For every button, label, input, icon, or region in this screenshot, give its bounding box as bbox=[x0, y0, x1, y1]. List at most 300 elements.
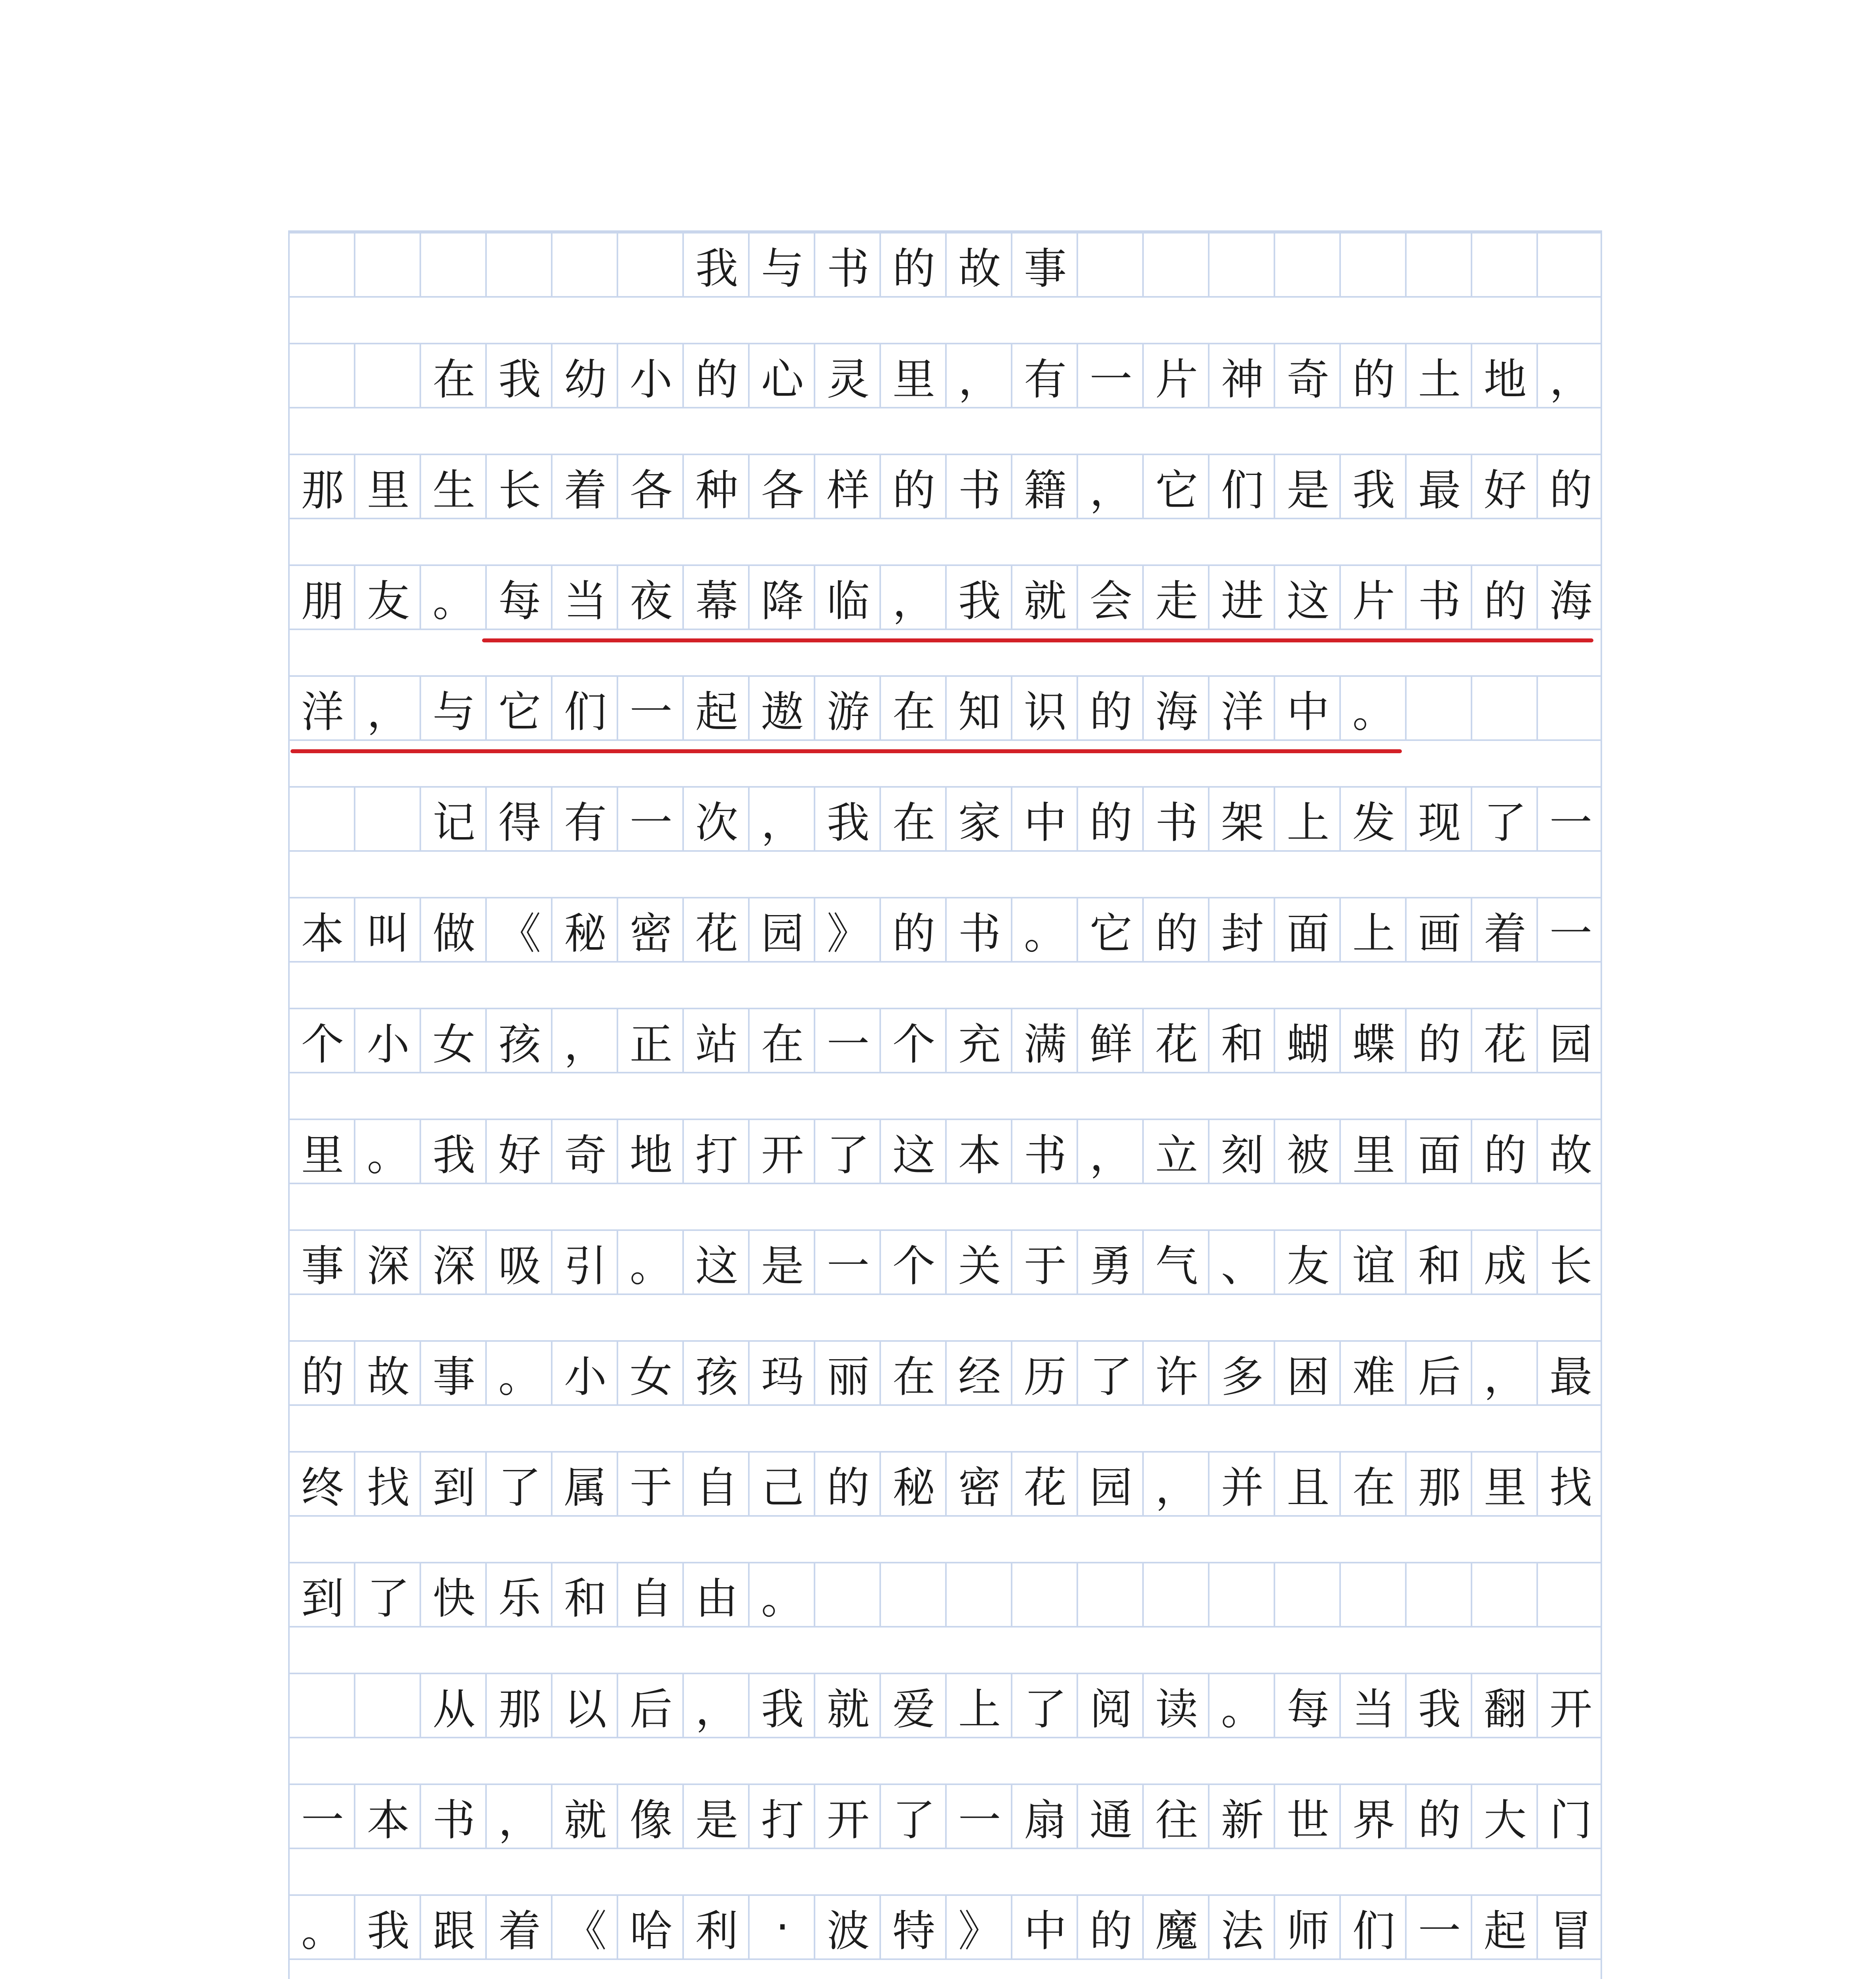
essay-char: 冒 bbox=[1549, 1906, 1592, 1956]
essay-char: 书 bbox=[958, 465, 1001, 515]
essay-char: ， bbox=[1089, 1130, 1132, 1180]
essay-char: 临 bbox=[826, 576, 870, 626]
essay-char: 园 bbox=[761, 909, 804, 959]
essay-char: 一 bbox=[1549, 909, 1592, 959]
essay-char: 朋 bbox=[301, 576, 344, 626]
essay-char: 谊 bbox=[1352, 1241, 1395, 1291]
grid-row bbox=[290, 1340, 1601, 1406]
essay-char: 神 bbox=[1221, 355, 1264, 405]
essay-char: 中 bbox=[1023, 1906, 1067, 1956]
essay-char: 困 bbox=[1286, 1352, 1329, 1402]
essay-char: 自 bbox=[629, 1574, 672, 1624]
essay-char: 个 bbox=[892, 1020, 935, 1069]
essay-char: 它 bbox=[1089, 909, 1132, 959]
essay-char: 这 bbox=[1286, 576, 1329, 626]
essay-char: 书 bbox=[1023, 1130, 1067, 1180]
essay-char: 降 bbox=[761, 576, 804, 626]
essay-char: 吸 bbox=[498, 1241, 541, 1291]
essay-char: 一 bbox=[301, 1795, 344, 1845]
essay-char: 故 bbox=[1549, 1130, 1592, 1180]
essay-char: 属 bbox=[564, 1463, 607, 1513]
essay-char: 的 bbox=[301, 1352, 344, 1402]
essay-char: 由 bbox=[695, 1574, 738, 1624]
essay-char: 幕 bbox=[695, 576, 738, 626]
essay-char: 记 bbox=[432, 798, 475, 848]
essay-char: 一 bbox=[958, 1795, 1001, 1845]
essay-char: 快 bbox=[432, 1574, 475, 1624]
essay-char: 一 bbox=[629, 798, 672, 848]
grid-row bbox=[290, 1008, 1601, 1073]
essay-char: 当 bbox=[1352, 1685, 1395, 1734]
essay-char: 和 bbox=[1418, 1241, 1461, 1291]
essay-char: 《 bbox=[564, 1906, 607, 1956]
essay-char: 样 bbox=[826, 465, 870, 515]
essay-char: 世 bbox=[1286, 1795, 1329, 1845]
essay-char: 充 bbox=[958, 1020, 1001, 1069]
essay-char: 一 bbox=[629, 687, 672, 737]
essay-char: 里 bbox=[1483, 1463, 1527, 1513]
essay-char: ， bbox=[564, 1020, 607, 1069]
essay-char: 在 bbox=[432, 355, 475, 405]
essay-char: 做 bbox=[432, 909, 475, 959]
essay-char: 友 bbox=[1286, 1241, 1329, 1291]
essay-char: 夜 bbox=[629, 576, 672, 626]
essay-char: 小 bbox=[564, 1352, 607, 1402]
grid-row bbox=[290, 564, 1601, 630]
essay-char: 许 bbox=[1155, 1352, 1198, 1402]
essay-char: 气 bbox=[1155, 1241, 1198, 1291]
essay-char: 往 bbox=[1155, 1795, 1198, 1845]
grid-row bbox=[290, 1673, 1601, 1738]
essay-char: 了 bbox=[366, 1574, 410, 1624]
essay-char: 起 bbox=[695, 687, 738, 737]
essay-char: 新 bbox=[1221, 1795, 1264, 1845]
grid-row bbox=[290, 897, 1601, 963]
essay-char: 的 bbox=[1418, 1020, 1461, 1069]
essay-char: 片 bbox=[1352, 576, 1395, 626]
essay-char: 。 bbox=[301, 1906, 344, 1956]
essay-char: 特 bbox=[892, 1906, 935, 1956]
essay-char: 本 bbox=[366, 1795, 410, 1845]
essay-char: 那 bbox=[498, 1685, 541, 1734]
essay-char: 海 bbox=[1155, 687, 1198, 737]
essay-char: 中 bbox=[1286, 687, 1329, 737]
essay-char: ， bbox=[892, 576, 935, 626]
essay-char: 且 bbox=[1286, 1463, 1329, 1513]
essay-char: 事 bbox=[432, 1352, 475, 1402]
essay-char: 面 bbox=[1418, 1130, 1461, 1180]
essay-char: 现 bbox=[1418, 798, 1461, 848]
essay-char: 了 bbox=[1023, 1685, 1067, 1734]
essay-char: 叫 bbox=[366, 909, 410, 959]
essay-char: 游 bbox=[826, 687, 870, 737]
essay-char: 师 bbox=[1286, 1906, 1329, 1956]
essay-char: 长 bbox=[498, 465, 541, 515]
essay-char: 里 bbox=[366, 465, 410, 515]
essay-char: 土 bbox=[1418, 355, 1461, 405]
essay-char: 于 bbox=[629, 1463, 672, 1513]
essay-char: 。 bbox=[1221, 1685, 1264, 1734]
essay-char: 哈 bbox=[629, 1906, 672, 1956]
essay-char: 刻 bbox=[1221, 1130, 1264, 1180]
essay-char: 我 bbox=[366, 1906, 410, 1956]
essay-char: 爱 bbox=[892, 1685, 935, 1734]
essay-char: 我 bbox=[1352, 465, 1395, 515]
essay-char: ， bbox=[761, 798, 804, 848]
essay-char: · bbox=[775, 1902, 790, 1952]
essay-char: 开 bbox=[761, 1130, 804, 1180]
essay-char: 的 bbox=[826, 1463, 870, 1513]
essay-char: 蝴 bbox=[1286, 1020, 1329, 1069]
essay-char: 一 bbox=[826, 1020, 870, 1069]
essay-char: 阅 bbox=[1089, 1685, 1132, 1734]
essay-char: 上 bbox=[1286, 798, 1329, 848]
essay-char: 读 bbox=[1155, 1685, 1198, 1734]
essay-char: 》 bbox=[958, 1906, 1001, 1956]
essay-char: 我 bbox=[958, 576, 1001, 626]
essay-char: 多 bbox=[1221, 1352, 1264, 1402]
title-row bbox=[290, 232, 1601, 298]
essay-char: 、 bbox=[1221, 1241, 1264, 1291]
essay-char: 。 bbox=[366, 1130, 410, 1180]
essay-char: 它 bbox=[498, 687, 541, 737]
essay-char: 园 bbox=[1549, 1020, 1592, 1069]
essay-char: 次 bbox=[695, 798, 738, 848]
grid-row bbox=[290, 1451, 1601, 1517]
writing-grid-paper bbox=[288, 230, 1602, 1979]
essay-char: 扇 bbox=[1023, 1795, 1067, 1845]
essay-char: 面 bbox=[1286, 909, 1329, 959]
essay-char: 了 bbox=[826, 1130, 870, 1180]
essay-char: 在 bbox=[1352, 1463, 1395, 1513]
red-underline-1 bbox=[482, 638, 1593, 642]
essay-char: 的 bbox=[892, 909, 935, 959]
title-char: 我 bbox=[695, 244, 738, 294]
essay-char: 《 bbox=[498, 909, 541, 959]
essay-char: 每 bbox=[1286, 1685, 1329, 1734]
essay-char: 洋 bbox=[301, 687, 344, 737]
essay-char: 后 bbox=[629, 1685, 672, 1734]
essay-char: 的 bbox=[1089, 1906, 1132, 1956]
essay-char: 立 bbox=[1155, 1130, 1198, 1180]
essay-char: 的 bbox=[1483, 1130, 1527, 1180]
essay-char: 们 bbox=[1352, 1906, 1395, 1956]
essay-char: 像 bbox=[629, 1795, 672, 1845]
essay-char: 是 bbox=[761, 1241, 804, 1291]
essay-char: 通 bbox=[1089, 1795, 1132, 1845]
essay-char: ， bbox=[695, 1685, 738, 1734]
essay-char: 一 bbox=[1549, 798, 1592, 848]
essay-char: 难 bbox=[1352, 1352, 1395, 1402]
essay-char: 终 bbox=[301, 1463, 344, 1513]
essay-char: 的 bbox=[1155, 909, 1198, 959]
essay-char: 花 bbox=[1023, 1463, 1067, 1513]
essay-char: 心 bbox=[761, 355, 804, 405]
grid-row bbox=[290, 454, 1601, 519]
essay-char: 最 bbox=[1549, 1352, 1592, 1402]
essay-char: 得 bbox=[498, 798, 541, 848]
essay-char: 们 bbox=[1221, 465, 1264, 515]
essay-char: 片 bbox=[1155, 355, 1198, 405]
essay-char: 到 bbox=[432, 1463, 475, 1513]
grid-row bbox=[290, 1229, 1601, 1295]
essay-char: 就 bbox=[564, 1795, 607, 1845]
essay-char: 女 bbox=[432, 1020, 475, 1069]
essay-char: 关 bbox=[958, 1241, 1001, 1291]
essay-char: 秘 bbox=[564, 909, 607, 959]
essay-char: 这 bbox=[892, 1130, 935, 1180]
grid-row bbox=[290, 786, 1601, 852]
essay-char: 长 bbox=[1549, 1241, 1592, 1291]
essay-char: ， bbox=[1483, 1352, 1527, 1402]
essay-char: 那 bbox=[301, 465, 344, 515]
essay-char: 。 bbox=[498, 1352, 541, 1402]
essay-char: 开 bbox=[826, 1795, 870, 1845]
essay-char: 女 bbox=[629, 1352, 672, 1402]
essay-char: 会 bbox=[1089, 576, 1132, 626]
essay-char: 书 bbox=[1155, 798, 1198, 848]
essay-char: 友 bbox=[366, 576, 410, 626]
essay-char: 里 bbox=[301, 1130, 344, 1180]
essay-char: 着 bbox=[1483, 909, 1527, 959]
title-char: 书 bbox=[826, 244, 870, 294]
essay-char: 于 bbox=[1023, 1241, 1067, 1291]
essay-char: 密 bbox=[629, 909, 672, 959]
essay-char: 正 bbox=[629, 1020, 672, 1069]
essay-char: 的 bbox=[1352, 355, 1395, 405]
essay-char: 花 bbox=[1483, 1020, 1527, 1069]
essay-char: 好 bbox=[498, 1130, 541, 1180]
essay-char: 找 bbox=[366, 1463, 410, 1513]
essay-char: 地 bbox=[629, 1130, 672, 1180]
essay-char: 遨 bbox=[761, 687, 804, 737]
essay-char: 秘 bbox=[892, 1463, 935, 1513]
essay-char: 勇 bbox=[1089, 1241, 1132, 1291]
essay-char: 》 bbox=[826, 909, 870, 959]
essay-char: ， bbox=[1089, 465, 1132, 515]
essay-char: 蝶 bbox=[1352, 1020, 1395, 1069]
essay-char: ， bbox=[498, 1795, 541, 1845]
essay-char: 自 bbox=[695, 1463, 738, 1513]
essay-char: 花 bbox=[1155, 1020, 1198, 1069]
essay-char: 。 bbox=[1023, 909, 1067, 959]
essay-char: 个 bbox=[892, 1241, 935, 1291]
essay-char: ， bbox=[1549, 355, 1592, 405]
essay-char: 的 bbox=[1089, 687, 1132, 737]
essay-char: 我 bbox=[826, 798, 870, 848]
essay-char: 成 bbox=[1483, 1241, 1527, 1291]
essay-char: 封 bbox=[1221, 909, 1264, 959]
essay-char: 生 bbox=[432, 465, 475, 515]
red-underline-2 bbox=[291, 749, 1402, 753]
essay-char: 乐 bbox=[498, 1574, 541, 1624]
essay-char: 。 bbox=[1352, 687, 1395, 737]
essay-char: 当 bbox=[564, 576, 607, 626]
essay-char: 有 bbox=[564, 798, 607, 848]
essay-char: 深 bbox=[366, 1241, 410, 1291]
essay-char: 界 bbox=[1352, 1795, 1395, 1845]
essay-char: 地 bbox=[1483, 355, 1527, 405]
essay-char: 后 bbox=[1418, 1352, 1461, 1402]
essay-char: 奇 bbox=[1286, 355, 1329, 405]
essay-char: 灵 bbox=[826, 355, 870, 405]
essay-char: 的 bbox=[695, 355, 738, 405]
essay-char: 在 bbox=[761, 1020, 804, 1069]
title-char: 与 bbox=[761, 244, 804, 294]
essay-char: 小 bbox=[366, 1020, 410, 1069]
essay-char: 我 bbox=[498, 355, 541, 405]
essay-char: 它 bbox=[1155, 465, 1198, 515]
essay-char: 幼 bbox=[564, 355, 607, 405]
grid-row bbox=[290, 343, 1601, 408]
essay-char: 进 bbox=[1221, 576, 1264, 626]
essay-char: 并 bbox=[1221, 1463, 1264, 1513]
essay-char: 利 bbox=[695, 1906, 738, 1956]
essay-char: 里 bbox=[1352, 1130, 1395, 1180]
essay-char: 和 bbox=[564, 1574, 607, 1624]
essay-char: 打 bbox=[761, 1795, 804, 1845]
essay-char: 一 bbox=[1418, 1906, 1461, 1956]
essay-char: 一 bbox=[1089, 355, 1132, 405]
essay-char: 波 bbox=[826, 1906, 870, 1956]
essay-char: 与 bbox=[432, 687, 475, 737]
essay-char: 上 bbox=[958, 1685, 1001, 1734]
essay-char: 在 bbox=[892, 687, 935, 737]
essay-char: 各 bbox=[629, 465, 672, 515]
title-char: 故 bbox=[958, 244, 1001, 294]
essay-char: 起 bbox=[1483, 1906, 1527, 1956]
essay-char: 孩 bbox=[695, 1352, 738, 1402]
essay-char: 了 bbox=[498, 1463, 541, 1513]
essay-char: 走 bbox=[1155, 576, 1198, 626]
essay-char: 己 bbox=[761, 1463, 804, 1513]
essay-char: 奇 bbox=[564, 1130, 607, 1180]
essay-char: 中 bbox=[1023, 798, 1067, 848]
essay-char: 故 bbox=[366, 1352, 410, 1402]
essay-char: 里 bbox=[892, 355, 935, 405]
essay-char: 的 bbox=[1483, 576, 1527, 626]
essay-char: 了 bbox=[1483, 798, 1527, 848]
essay-char: 和 bbox=[1221, 1020, 1264, 1069]
essay-char: 本 bbox=[958, 1130, 1001, 1180]
essay-char: 花 bbox=[695, 909, 738, 959]
essay-char: 历 bbox=[1023, 1352, 1067, 1402]
essay-char: 从 bbox=[432, 1685, 475, 1734]
essay-char: 被 bbox=[1286, 1130, 1329, 1180]
essay-char: 密 bbox=[958, 1463, 1001, 1513]
essay-char: 以 bbox=[564, 1685, 607, 1734]
essay-char: 有 bbox=[1023, 355, 1067, 405]
essay-char: 家 bbox=[958, 798, 1001, 848]
essay-char: 洋 bbox=[1221, 687, 1264, 737]
essay-char: 。 bbox=[761, 1574, 804, 1624]
essay-char: 个 bbox=[301, 1020, 344, 1069]
essay-char: 魔 bbox=[1155, 1906, 1198, 1956]
essay-char: 孩 bbox=[498, 1020, 541, 1069]
essay-char: 跟 bbox=[432, 1906, 475, 1956]
essay-char: 这 bbox=[695, 1241, 738, 1291]
essay-char: 各 bbox=[761, 465, 804, 515]
essay-char: 架 bbox=[1221, 798, 1264, 848]
grid-row bbox=[290, 1894, 1601, 1960]
essay-char: 着 bbox=[498, 1906, 541, 1956]
essay-char: 籍 bbox=[1023, 465, 1067, 515]
essay-char: 我 bbox=[1418, 1685, 1461, 1734]
grid-row bbox=[290, 1783, 1601, 1849]
essay-char: 发 bbox=[1352, 798, 1395, 848]
essay-char: 的 bbox=[1418, 1795, 1461, 1845]
essay-char: 了 bbox=[1089, 1352, 1132, 1402]
essay-char: 就 bbox=[826, 1685, 870, 1734]
essay-char: 大 bbox=[1483, 1795, 1527, 1845]
essay-char: 识 bbox=[1023, 687, 1067, 737]
essay-char: 丽 bbox=[826, 1352, 870, 1402]
essay-char: 鲜 bbox=[1089, 1020, 1132, 1069]
essay-char: 在 bbox=[892, 1352, 935, 1402]
essay-char: 我 bbox=[761, 1685, 804, 1734]
essay-char: 书 bbox=[1418, 576, 1461, 626]
essay-char: 到 bbox=[301, 1574, 344, 1624]
essay-char: 种 bbox=[695, 465, 738, 515]
essay-char: 就 bbox=[1023, 576, 1067, 626]
essay-char: 园 bbox=[1089, 1463, 1132, 1513]
essay-char: 们 bbox=[564, 687, 607, 737]
title-char: 的 bbox=[892, 244, 935, 294]
grid-row bbox=[290, 1119, 1601, 1184]
essay-char: 满 bbox=[1023, 1020, 1067, 1069]
essay-char: 知 bbox=[958, 687, 1001, 737]
essay-char: 深 bbox=[432, 1241, 475, 1291]
essay-char: 门 bbox=[1549, 1795, 1592, 1845]
essay-char: ， bbox=[958, 355, 1001, 405]
essay-char: ， bbox=[1155, 1463, 1198, 1513]
essay-char: 站 bbox=[695, 1020, 738, 1069]
grid-row bbox=[290, 1562, 1601, 1628]
essay-char: 。 bbox=[629, 1241, 672, 1291]
title-char: 事 bbox=[1023, 244, 1067, 294]
essay-char: 开 bbox=[1549, 1685, 1592, 1734]
essay-char: 书 bbox=[958, 909, 1001, 959]
essay-char: 引 bbox=[564, 1241, 607, 1291]
essay-char: 上 bbox=[1352, 909, 1395, 959]
essay-char: 法 bbox=[1221, 1906, 1264, 1956]
essay-char: 打 bbox=[695, 1130, 738, 1180]
essay-char: 一 bbox=[826, 1241, 870, 1291]
essay-char: 经 bbox=[958, 1352, 1001, 1402]
essay-char: 。 bbox=[432, 576, 475, 626]
grid-row bbox=[290, 675, 1601, 741]
essay-char: 的 bbox=[1089, 798, 1132, 848]
essay-char: 小 bbox=[629, 355, 672, 405]
essay-char: 最 bbox=[1418, 465, 1461, 515]
essay-char: 事 bbox=[301, 1241, 344, 1291]
essay-char: 每 bbox=[498, 576, 541, 626]
essay-char: 的 bbox=[892, 465, 935, 515]
essay-char: 了 bbox=[892, 1795, 935, 1845]
essay-char: 本 bbox=[301, 909, 344, 959]
essay-char: 的 bbox=[1549, 465, 1592, 515]
essay-char: 书 bbox=[432, 1795, 475, 1845]
essay-char: 在 bbox=[892, 798, 935, 848]
essay-char: 玛 bbox=[761, 1352, 804, 1402]
essay-char: 是 bbox=[1286, 465, 1329, 515]
essay-char: 翻 bbox=[1483, 1685, 1527, 1734]
essay-char: ， bbox=[366, 687, 410, 737]
essay-char: 我 bbox=[432, 1130, 475, 1180]
essay-char: 画 bbox=[1418, 909, 1461, 959]
essay-char: 海 bbox=[1549, 576, 1592, 626]
essay-char: 好 bbox=[1483, 465, 1527, 515]
